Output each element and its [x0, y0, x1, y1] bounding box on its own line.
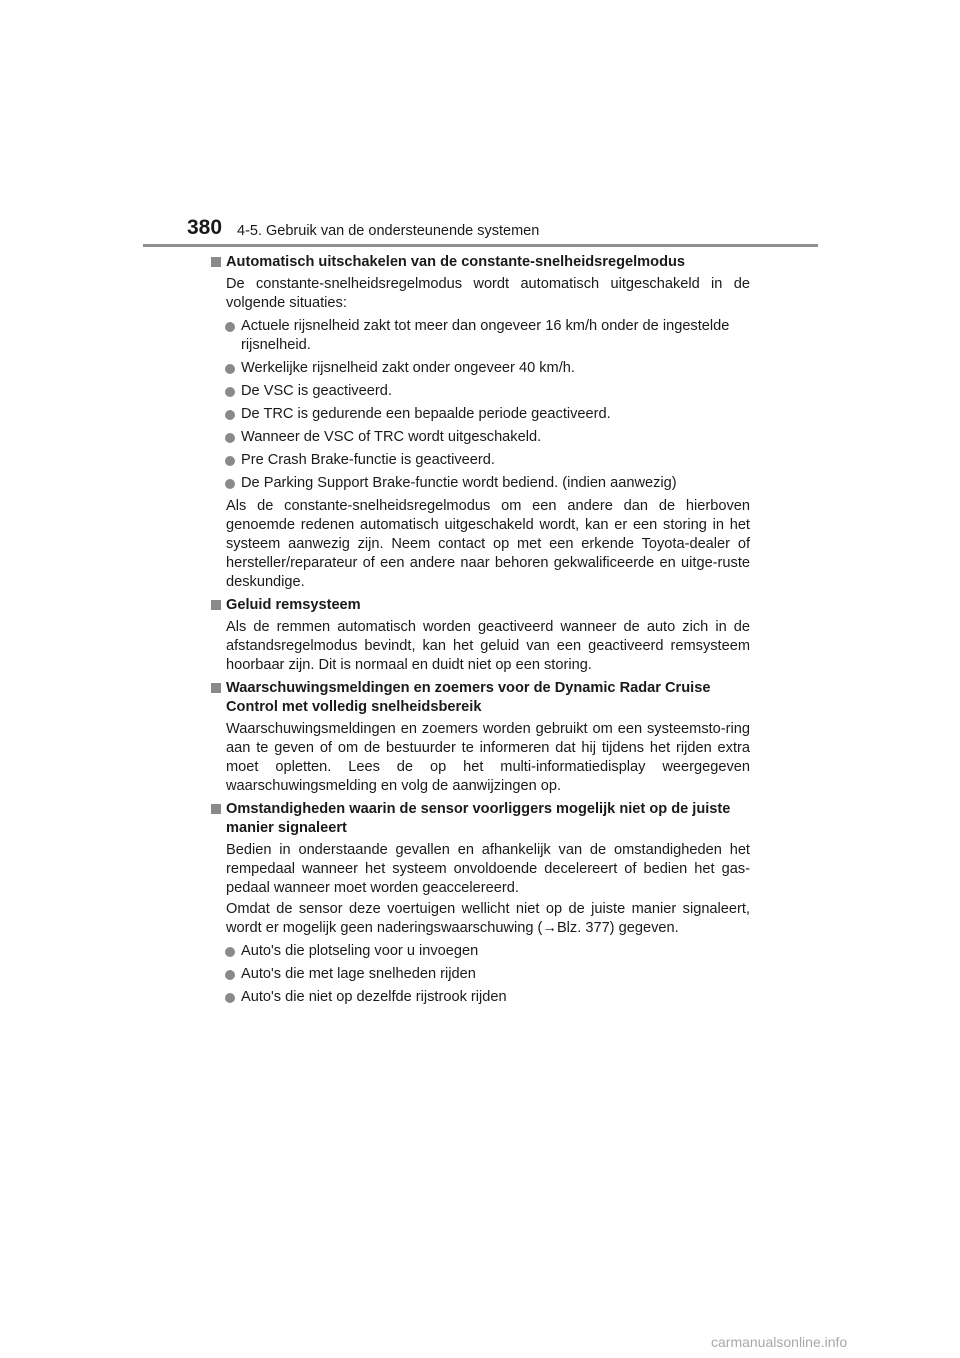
- list-item: Werkelijke rijsnelheid zakt onder ongeveer 40 km/h.: [210, 359, 750, 378]
- section-title: Waarschuwingsmeldingen en zoemers voor de Dynamic Radar Cruise Control met volledig snelheidsbereik: [210, 679, 750, 717]
- section-warnings: [210, 679, 750, 796]
- section-brake-sound: [210, 596, 750, 675]
- paragraph: De constante-snelheidsregelmodus wordt automatisch uitgeschakeld in de volgende situaties:: [226, 276, 750, 311]
- list-item: De Parking Support Brake-functie wordt bediend. (indien aanwezig): [210, 474, 750, 493]
- circle-bullet-icon: [225, 322, 235, 332]
- paragraph: Bedien in onderstaande gevallen en afhankelijk van de omstandigheden het rempedaal wanneer het systeem onvoldoende decelereert of bedien het gas-pedaal wanneer moet worden geaccelereerd.: [226, 842, 750, 896]
- circle-bullet-icon: [225, 947, 235, 957]
- section-auto-disable: [210, 253, 750, 592]
- circle-bullet-icon: [225, 433, 235, 443]
- square-bullet-icon: [211, 683, 221, 693]
- circle-bullet-icon: [225, 993, 235, 1003]
- circle-bullet-icon: [225, 387, 235, 397]
- circle-bullet-icon: [225, 456, 235, 466]
- paragraph: Waarschuwingsmeldingen en zoemers worden gebruikt om een systeemsto-ring aan te geven of om de bestuurder te informeren dat hij tijdens het rijden extra moet opletten. Lees de op het multi-informatiedisplay weergegeven waarschuwingsmelding en volg de aanwijzingen op.: [226, 721, 750, 794]
- square-bullet-icon: [211, 804, 221, 814]
- circle-bullet-icon: [225, 410, 235, 420]
- list-item: Auto's die met lage snelheden rijden: [210, 965, 750, 984]
- paragraph: Als de remmen automatisch worden geactiveerd wanneer de auto zich in de afstandsregelmodus bevindt, kan het geluid van een geactiveerd remsysteem hoorbaar zijn. Dit is normaal en duidt niet op een storing.: [226, 619, 750, 673]
- list-item: Wanneer de VSC of TRC wordt uitgeschakeld.: [210, 428, 750, 447]
- paragraph: Omdat de sensor deze voertuigen wellicht niet op de juiste manier signaleert, wordt er mogelijk geen naderingswaarschuwing (→Blz. 377) gegeven.: [226, 901, 750, 936]
- section-title: Automatisch uitschakelen van de constante-snelheidsregelmodus: [210, 253, 750, 272]
- list-item: Auto's die plotseling voor u invoegen: [210, 942, 750, 961]
- paragraph: Als de constante-snelheidsregelmodus om een andere dan de hierboven genoemde redenen automatisch uitgeschakeld wordt, kan er een storing in het systeem aanwezig zijn. Neem contact op met een erkende Toyota-dealer of hersteller/reparateur of een andere naar behoren gekwalificeerde en uitge-ruste deskundige.: [226, 498, 750, 590]
- chapter-title: 4-5. Gebruik van de ondersteunende systemen: [237, 223, 540, 239]
- circle-bullet-icon: [225, 970, 235, 980]
- list-item: De TRC is gedurende een bepaalde periode geactiveerd.: [210, 405, 750, 424]
- list-item: Auto's die niet op dezelfde rijstrook rijden: [210, 988, 750, 1007]
- section-title: Geluid remsysteem: [210, 596, 750, 615]
- watermark: carmanualsonline.info: [711, 1334, 848, 1350]
- circle-bullet-icon: [225, 364, 235, 374]
- square-bullet-icon: [211, 600, 221, 610]
- header-divider: [143, 244, 818, 247]
- section-sensor-conditions: [210, 800, 750, 1007]
- section-title: Omstandigheden waarin de sensor voorliggers mogelijk niet op de juiste manier signaleert: [210, 800, 750, 838]
- circle-bullet-icon: [225, 479, 235, 489]
- list-item: De VSC is geactiveerd.: [210, 382, 750, 401]
- list-item: Actuele rijsnelheid zakt tot meer dan ongeveer 16 km/h onder de ingestelde rijsnelheid.: [210, 317, 750, 355]
- list-item: Pre Crash Brake-functie is geactiveerd.: [210, 451, 750, 470]
- page-number: 380: [187, 216, 223, 239]
- square-bullet-icon: [211, 257, 221, 267]
- page-content: [210, 253, 750, 1011]
